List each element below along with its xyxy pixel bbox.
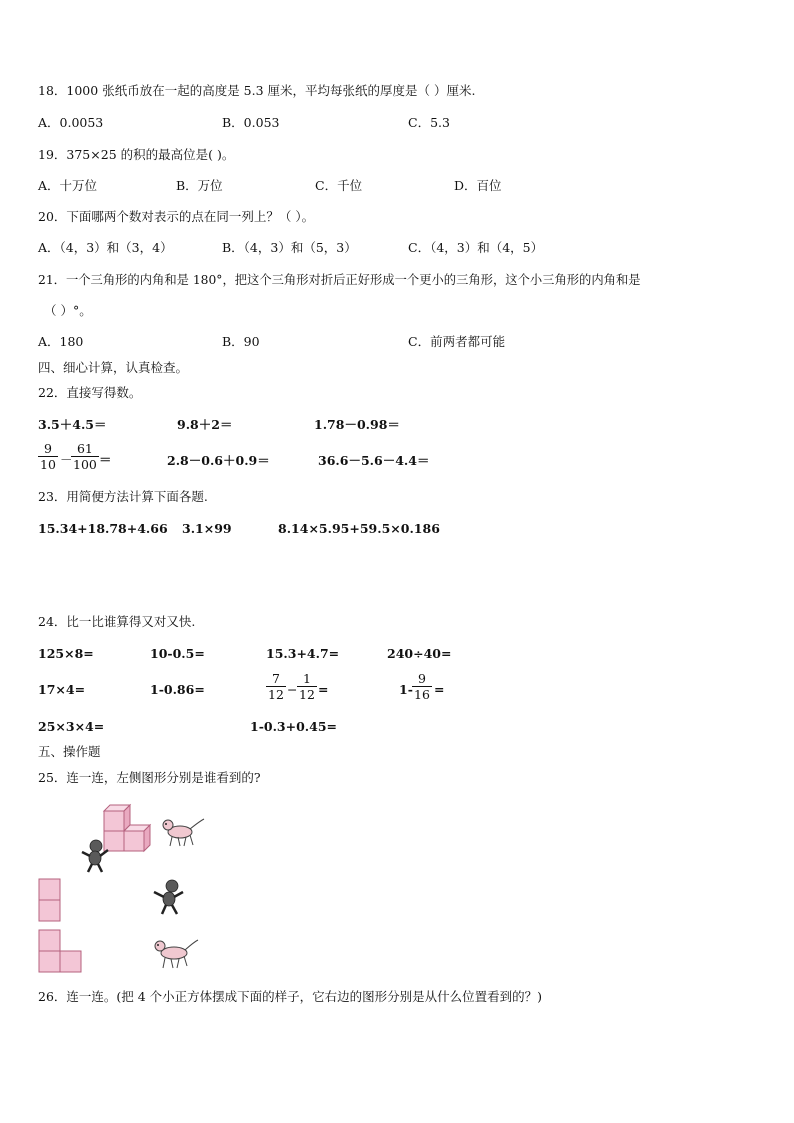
fraction-numerator: 9: [43, 441, 52, 456]
q24-expr-8: 1-0.3+0.45=: [250, 719, 338, 734]
q24-expr-2: 10-0.5=: [150, 646, 205, 661]
q24-expr-6: 1-0.86=: [150, 682, 205, 697]
dog-icon: [160, 815, 206, 849]
monkey-icon: [80, 838, 114, 874]
l-shape-three-squares-view: [38, 929, 84, 973]
q24-one-minus: 1-: [399, 682, 413, 697]
q19-option-a: A．十万位: [38, 178, 98, 193]
q22-fraction-61-100: [71, 441, 99, 472]
q23-item-2: 3.1×99: [182, 521, 232, 536]
q24-equals-sign: =: [318, 682, 329, 697]
fraction-numerator: 61: [76, 441, 93, 456]
fraction-denominator: 12: [299, 687, 315, 702]
q22-expr-3: 1.78－0.98＝: [314, 417, 400, 432]
q22-expr-5: 2.8－0.6＋0.9＝: [167, 453, 270, 468]
q18-option-a: A．0.0053: [38, 115, 104, 130]
q23-item-1: 15.34+18.78+4.66: [38, 521, 168, 536]
q24-minus-sign: −: [287, 682, 298, 697]
vertical-two-squares-view: [38, 878, 62, 922]
q21-option-c: C．前两者都可能: [408, 334, 506, 349]
q20-stem: 20．下面哪两个数对表示的点在同一列上？（ ）。: [38, 209, 315, 224]
dog-icon: [150, 935, 200, 971]
q21-option-a: A．180: [38, 334, 84, 349]
q24-equals-sign-2: =: [434, 682, 445, 697]
q22-equals-sign: ＝: [99, 452, 112, 467]
q24-expr-5: 17×4=: [38, 682, 86, 697]
q19-option-b: B．万位: [176, 178, 223, 193]
fraction-denominator: 12: [268, 687, 284, 702]
q22-expr-1: 3.5＋4.5＝: [38, 417, 107, 432]
q24-expr-4: 240÷40=: [387, 646, 452, 661]
q21-stem-line1: 21．一个三角形的内角和是 180°，把这个三角形对折后正好形成一个更小的三角形，这个小三角形的内角和是: [38, 273, 641, 287]
fraction-numerator: 7: [271, 671, 280, 686]
q24-fraction-7-12: [266, 671, 286, 702]
q22-stem: 22．直接写得数。: [38, 385, 142, 400]
q19-option-c: C．千位: [315, 178, 363, 193]
fraction-numerator: 9: [417, 671, 426, 686]
q24-expr-3: 15.3+4.7=: [266, 646, 340, 661]
q24-expr-1: 125×8=: [38, 646, 94, 661]
q20-option-a: A．（4，3）和（3，4）: [38, 240, 173, 255]
q24-fraction-9-16: [412, 671, 432, 702]
q24-expr-7: 25×3×4=: [38, 719, 105, 734]
q18-stem: 18．1000 张纸币放在一起的高度是 5.3 厘米，平均每张纸的厚度是（ ）厘米.: [38, 83, 476, 98]
q21-stem-line2: （ ）°。: [44, 303, 92, 318]
q21-option-b: B．90: [222, 334, 260, 349]
fraction-denominator: 100: [73, 457, 97, 472]
q19-stem: 19．375×25 的积的最高位是( )。: [38, 147, 235, 162]
q22-expr-2: 9.8＋2＝: [177, 417, 233, 432]
q23-item-3: 8.14×5.95+59.5×0.186: [278, 521, 440, 536]
q23-stem: 23．用简便方法计算下面各题.: [38, 489, 208, 504]
fraction-denominator: 10: [40, 457, 56, 472]
q22-expr-6: 36.6－5.6－4.4＝: [318, 453, 430, 468]
q20-option-c: C．（4，3）和（4，5）: [408, 240, 544, 255]
monkey-icon: [150, 878, 188, 916]
q25-stem: 25．连一连，左侧图形分别是谁看到的?: [38, 770, 261, 785]
fraction-numerator: 1: [302, 671, 311, 686]
q26-stem: 26．连一连。(把 4 个小正方体摆成下面的样子，它右边的图形分别是从什么位置看到的？): [38, 989, 543, 1004]
q18-option-b: B．0.053: [222, 115, 280, 130]
q19-option-d: D．百位: [454, 178, 502, 193]
q24-stem: 24．比一比谁算得又对又快.: [38, 614, 196, 629]
q18-option-c: C．5.3: [408, 115, 450, 130]
section4-title: 四、细心计算，认真检查。: [38, 360, 189, 375]
q22-fraction-9-10: [38, 441, 58, 472]
q22-minus-sign: －: [60, 452, 73, 467]
q24-fraction-1-12: [297, 671, 317, 702]
section5-title: 五、操作题: [38, 744, 101, 759]
fraction-denominator: 16: [414, 687, 430, 702]
q20-option-b: B．（4，3）和（5，3）: [222, 240, 357, 255]
